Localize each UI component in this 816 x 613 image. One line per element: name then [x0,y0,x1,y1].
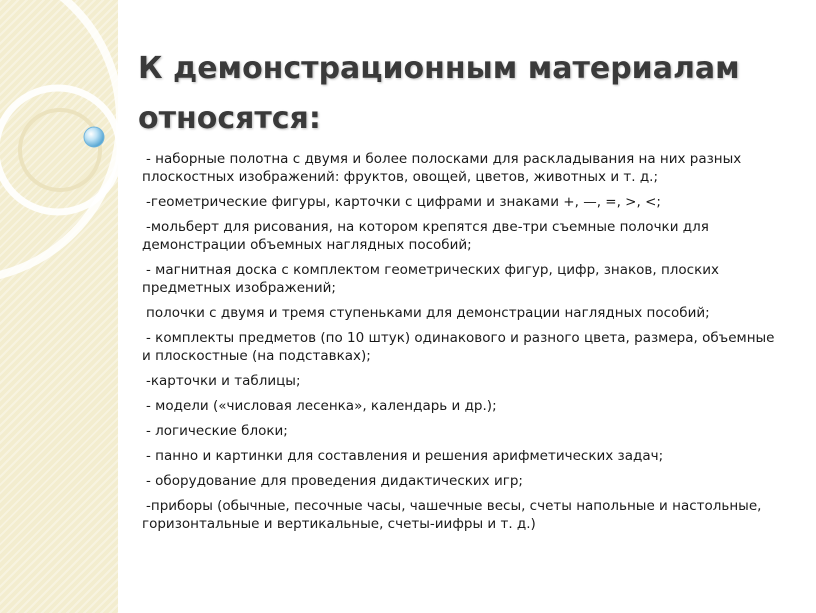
list-item: -карточки и таблицы; [146,373,301,389]
list-item: - наборные полотна с двумя и более полосками для раскладывания на них разных плоскостных изображений: фруктов, овощей, цветов, животных и т. д.; [142,151,742,185]
list-item: - комплекты предметов (по 10 штук) одинакового и разного цвета, размера, объемные и плоскостные (на подставках); [142,330,775,364]
list-item: -приборы (обычные, песочные часы, чашечные весы, счеты напольные и настольные, горизонтальные и вертикальные, счеты-иифры и т. д.) [142,498,762,532]
list-item: - оборудование для проведения дидактических игр; [146,473,523,489]
list-item: -геометрические фигуры, карточки с цифрами и знаками +, —, =, >, <; [146,194,661,210]
list-item: - магнитная доска с комплектом геометрических фигур, цифр, знаков, плоских предметных изображений; [142,262,720,296]
blue-bubble-icon [84,127,104,147]
list-item: -мольберт для рисования, на котором крепятся две-три съемные полочки для демонстрации объемных наглядных пособий; [142,219,709,253]
list-item: - панно и картинки для составления и решения арифметических задач; [146,448,664,464]
small-ring [20,110,100,190]
materials-list [142,150,782,540]
list-item: - логические блоки; [146,423,288,439]
slide-title: К демонстрационным материалам относятся: [138,51,740,136]
list-item: полочки с двумя и тремя ступеньками для демонстрации наглядных пособий; [146,305,710,321]
list-item: - модели («числовая лесенка», календарь и др.); [146,398,497,414]
